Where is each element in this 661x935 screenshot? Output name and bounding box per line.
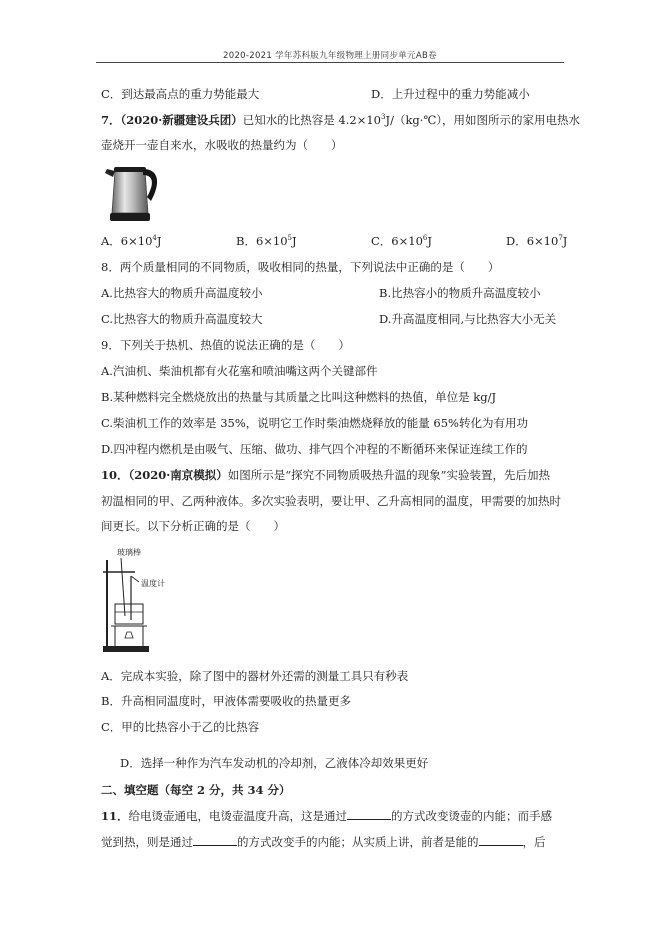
q10-option-c: C．甲的比热容小于乙的比热容 <box>101 720 260 734</box>
q6-option-d: D．上升过程中的重力势能减小 <box>371 87 530 101</box>
page-header: 2020-2021 学年苏科版九年级物理上册同步单元AB卷 <box>223 51 437 61</box>
electric-kettle-image <box>101 161 161 225</box>
fill-blank-1[interactable] <box>347 809 391 820</box>
q10-option-a: A．完成本实验，除了图中的器材外还需的测量工具只有秒表 <box>101 669 409 683</box>
q8-stem: 8．两个质量相同的不同物质，吸收相同的热量，下列说法中正确的是（ ） <box>101 260 500 274</box>
q8-option-c: C.比热容大的物质升高温度较大 <box>101 312 263 326</box>
q7-source: （2020·新疆建设兵团） <box>120 113 243 127</box>
q11-number: 11． <box>101 809 129 823</box>
q9-stem: 9．下列关于热机、热值的说法正确的是（ ） <box>101 338 350 352</box>
thermometer-label: 温度计 <box>141 579 165 588</box>
q8-option-a: A.比热容大的物质升高温度较小 <box>101 286 263 300</box>
header-rule <box>96 62 564 63</box>
q8-option-d: D.升高温度相同,与比热容大小无关 <box>379 312 557 326</box>
q10-option-b: B．升高相同温度时，甲液体需要吸收的热量更多 <box>101 694 351 708</box>
q7-stem-exp: 3 <box>381 113 386 122</box>
q6-option-c: C．到达最高点的重力势能最大 <box>101 87 260 101</box>
heating-apparatus-figure <box>101 546 181 656</box>
q9-option-a: A.汽油机、柴油机都有火花塞和喷油嘴这两个关键部件 <box>101 364 378 378</box>
section-title: 二、填空题（每空 2 分，共 34 分） <box>101 783 291 797</box>
fill-blank-3[interactable] <box>479 835 523 846</box>
q9-option-d: D.四冲程内燃机是由吸气、压缩、做功、排气四个冲程的不断循环来保证连续工作的 <box>101 442 528 456</box>
q7-stem-line1 <box>101 111 580 129</box>
q7-stem-line2: 壶烧开一壶自来水，水吸收的热量约为（ ） <box>101 138 343 152</box>
q9-option-c: C.柴油机工作的效率是 35%，说明它工作时柴油燃烧释放的能量 65%转化为有用功 <box>101 416 528 430</box>
q7-stem-b: J/（kg·℃），用如图所示的家用电热水 <box>385 113 581 127</box>
q7-option-d: D．$6\times 10^7J$ <box>506 234 568 248</box>
fill-blank-2[interactable] <box>193 835 237 846</box>
q9-option-b: B.某种燃料完全燃烧放出的热量与其质量之比叫这种燃料的热值，单位是 kg/J <box>101 390 497 404</box>
q10-stem-line2: 初温相同的甲、乙两种液体。多次实验表明，要让甲、乙升高相同的温度，甲需要的加热时 <box>101 494 561 508</box>
q7-option-a: A．$6\times 10^4J$ <box>101 234 162 248</box>
q10-number: 10． <box>101 468 129 482</box>
q11-line2: 觉到热，则是通过 的方式改变手的内能；从实质上讲，前者是能的 ，后 <box>101 835 546 849</box>
q7-option-b: B．$6\times 10^5J$ <box>236 234 297 248</box>
q11-line1: 11．给电烫壶通电，电烫壶温度升高，这是通过 的方式改变烫壶的内能；而手感 <box>101 809 553 823</box>
q10-stem-line1 <box>101 466 550 484</box>
q7-option-c: C．$6\times 10^6J$ <box>371 234 432 248</box>
glass-rod-label: 玻璃棒 <box>117 548 141 557</box>
q10-option-d: D．选择一种作为汽车发动机的冷却剂，乙液体冷却效果更好 <box>120 756 429 770</box>
q8-option-b: B.比热容小的物质升高温度较小 <box>379 286 541 300</box>
q7-number: 7． <box>101 113 121 127</box>
q10-line1-text: 如图所示是“探究不同物质吸热升温的现象”实验装置，先后加热 <box>227 468 551 482</box>
q7-stem-a: 已知水的比热容是 4.2×10 <box>242 113 381 127</box>
q10-source: （2020·南京模拟） <box>128 468 228 482</box>
q10-stem-line3: 间更长。以下分析正确的是（ ） <box>101 519 285 533</box>
